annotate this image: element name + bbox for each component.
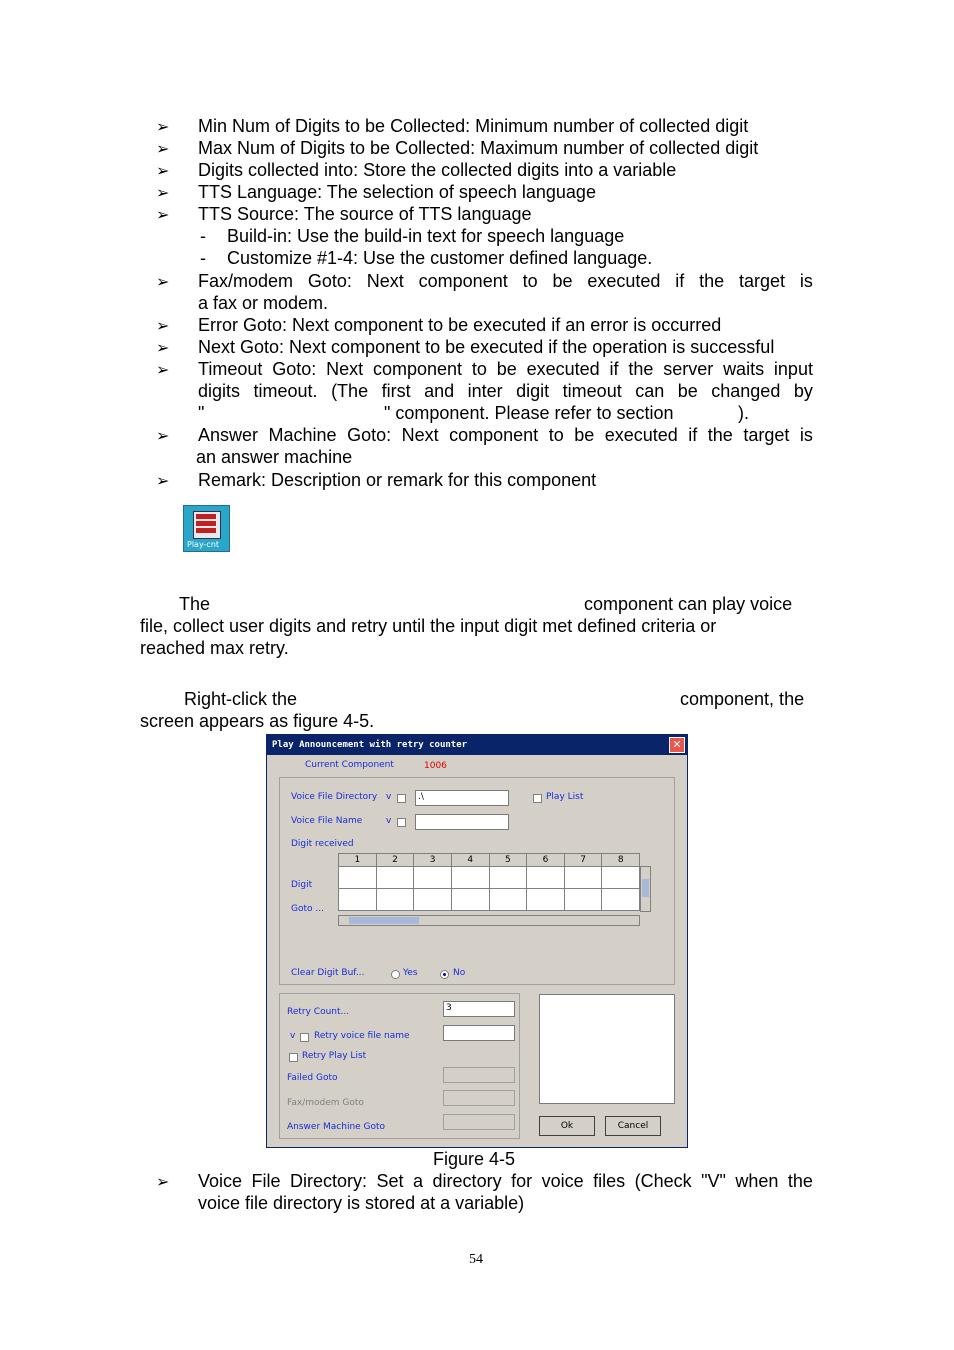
voice-name-variable-checkbox[interactable] (397, 818, 406, 827)
bullet-icon: ➢ (156, 205, 170, 224)
grid-col-header: 5 (489, 854, 527, 867)
item-remark: Remark: Description or remark for this component (198, 470, 597, 490)
grid-col-header: 4 (451, 854, 489, 867)
item-tts-source: TTS Source: The source of TTS language (198, 204, 532, 224)
para1-line3: reached max retry. (140, 638, 289, 658)
retry-playlist-label: Retry Play List (302, 1051, 367, 1061)
voice-dir-v-label: v (386, 792, 392, 802)
item-fax-goto-line1: Fax/modem Goto: Next component to be executed if the target is (198, 271, 813, 291)
bullet-icon: ➢ (156, 1172, 170, 1191)
close-icon[interactable]: ✕ (669, 737, 685, 753)
para1-rest: component can play voice (584, 594, 793, 614)
item-max-digits: Max Num of Digits to be Collected: Maximum number of collected digit (198, 138, 759, 158)
cancel-button[interactable]: Cancel (605, 1116, 661, 1136)
bullet-icon: ➢ (156, 426, 170, 445)
item-answer-goto-line2: an answer machine (196, 447, 353, 467)
play-cnt-icon-label: Play-cnt (187, 540, 220, 549)
bullet-icon: ➢ (156, 183, 170, 202)
digit-grid[interactable] (338, 853, 640, 911)
retry-count-label: Retry Count... (287, 1007, 350, 1017)
item-tts-language: TTS Language: The selection of speech language (198, 182, 596, 202)
grid-col-header: 3 (414, 854, 452, 867)
play-announcement-dialog (266, 734, 688, 1148)
item-voice-dir-line2: voice file directory is stored at a variable) (198, 1193, 525, 1213)
dialog-title: Play Announcement with retry counter (267, 735, 687, 755)
grid-cell[interactable] (451, 889, 489, 911)
item-digits-collected: Digits collected into: Store the collected digits into a variable (198, 160, 677, 180)
grid-vertical-scrollbar[interactable] (640, 866, 651, 912)
bullet-icon: ➢ (156, 471, 170, 490)
grid-cell[interactable] (489, 867, 527, 889)
bullet-icon: ➢ (156, 161, 170, 180)
para1-line2: file, collect user digits and retry until the input digit met defined criteria or (140, 616, 717, 636)
remark-textarea[interactable] (539, 994, 675, 1104)
retry-count-input[interactable]: 3 (443, 1001, 515, 1017)
digit-row-label: Digit (291, 880, 313, 890)
clear-buf-no-radio[interactable] (440, 970, 449, 979)
ok-button[interactable]: Ok (539, 1116, 595, 1136)
current-component-value: 1006 (424, 761, 447, 771)
item-error-goto: Error Goto: Next component to be executed if an error is occurred (198, 315, 722, 335)
grid-cell[interactable] (527, 889, 565, 911)
item-min-digits: Min Num of Digits to be Collected: Minimum number of collected digit (198, 116, 749, 136)
retry-playlist-checkbox[interactable] (289, 1053, 298, 1062)
goto-row-label: Goto ... (291, 904, 324, 914)
grid-cell[interactable] (602, 889, 640, 911)
retry-voice-input[interactable] (443, 1025, 515, 1041)
retry-voice-variable-checkbox[interactable] (300, 1033, 309, 1042)
digit-received-label: Digit received (291, 839, 354, 849)
item-answer-goto-line1: Answer Machine Goto: Next component to be executed if the target is (198, 425, 813, 445)
grid-col-header: 7 (564, 854, 602, 867)
voice-name-label: Voice File Name (291, 816, 363, 826)
grid-cell[interactable] (489, 889, 527, 911)
grid-cell[interactable] (564, 867, 602, 889)
para2-line2: screen appears as figure 4-5. (140, 711, 375, 731)
timeout-line3-end: ). (738, 403, 749, 423)
play-cnt-icon (183, 505, 230, 552)
grid-cell[interactable] (527, 867, 565, 889)
sub-item-build-in: Build-in: Use the build-in text for speech language (227, 226, 625, 246)
current-component-label: Current Component (305, 760, 394, 770)
page-number: 54 (469, 1252, 483, 1267)
grid-col-header: 8 (602, 854, 640, 867)
clear-buf-no-label: No (453, 968, 466, 978)
timeout-quote-open: " (198, 403, 205, 423)
clear-buf-yes-radio[interactable] (391, 970, 400, 979)
clear-digit-buf-label: Clear Digit Buf... (291, 968, 365, 978)
voice-dir-label: Voice File Directory (291, 792, 378, 802)
grid-horizontal-scrollbar[interactable] (338, 915, 640, 926)
bullet-icon: ➢ (156, 360, 170, 379)
grid-col-header: 6 (527, 854, 565, 867)
play-list-label: Play List (546, 792, 584, 802)
item-fax-goto-line2: a fax or modem. (198, 293, 329, 313)
grid-cell[interactable] (564, 889, 602, 911)
retry-voice-v-label: v (290, 1031, 296, 1041)
grid-cell[interactable] (602, 867, 640, 889)
grid-cell[interactable] (414, 867, 452, 889)
voice-name-input[interactable] (415, 814, 509, 830)
dash-marker: - (200, 248, 206, 268)
grid-cell[interactable] (376, 889, 414, 911)
dash-marker: - (200, 226, 206, 246)
failed-goto-label: Failed Goto (287, 1073, 338, 1083)
digit-row (339, 867, 640, 889)
item-timeout-goto-line2: digits timeout. (The first and inter digit timeout can be changed by (198, 381, 813, 401)
item-next-goto: Next Goto: Next component to be executed if the operation is successful (198, 337, 775, 357)
para2-end: component, the (680, 689, 805, 709)
sub-item-customize: Customize #1-4: Use the customer defined language. (227, 248, 653, 268)
bullet-icon: ➢ (156, 272, 170, 291)
grid-col-header: 1 (339, 854, 377, 867)
voice-name-v-label: v (386, 816, 392, 826)
item-timeout-goto-line1: Timeout Goto: Next component to be executed if the server waits input (198, 359, 813, 379)
bullet-icon: ➢ (156, 139, 170, 158)
retry-voice-label: Retry voice file name (314, 1031, 410, 1041)
timeout-line3-text: " component. Please refer to section (384, 403, 674, 423)
para2-start: Right-click the (184, 689, 298, 709)
voice-dir-input[interactable]: .\ (415, 790, 509, 806)
grid-cell[interactable] (339, 889, 377, 911)
figure-caption: Figure 4-5 (433, 1149, 516, 1169)
grid-cell[interactable] (451, 867, 489, 889)
answer-goto-select[interactable] (443, 1114, 515, 1130)
bullet-icon: ➢ (156, 117, 170, 136)
voice-dir-variable-checkbox[interactable] (397, 794, 406, 803)
fax-goto-select[interactable] (443, 1090, 515, 1106)
fax-goto-label: Fax/modem Goto (287, 1098, 364, 1108)
clear-buf-yes-label: Yes (403, 968, 418, 978)
failed-goto-select[interactable] (443, 1067, 515, 1083)
grid-cell[interactable] (376, 867, 414, 889)
goto-row (339, 889, 640, 911)
item-voice-dir-line1: Voice File Directory: Set a directory for voice files (Check "V" when the (198, 1171, 813, 1191)
answer-goto-label: Answer Machine Goto (287, 1122, 386, 1132)
para1-the: The (179, 594, 211, 614)
bullet-icon: ➢ (156, 316, 170, 335)
bullet-icon: ➢ (156, 338, 170, 357)
play-list-checkbox[interactable] (533, 794, 542, 803)
grid-col-header: 2 (376, 854, 414, 867)
grid-cell[interactable] (339, 867, 377, 889)
grid-cell[interactable] (414, 889, 452, 911)
